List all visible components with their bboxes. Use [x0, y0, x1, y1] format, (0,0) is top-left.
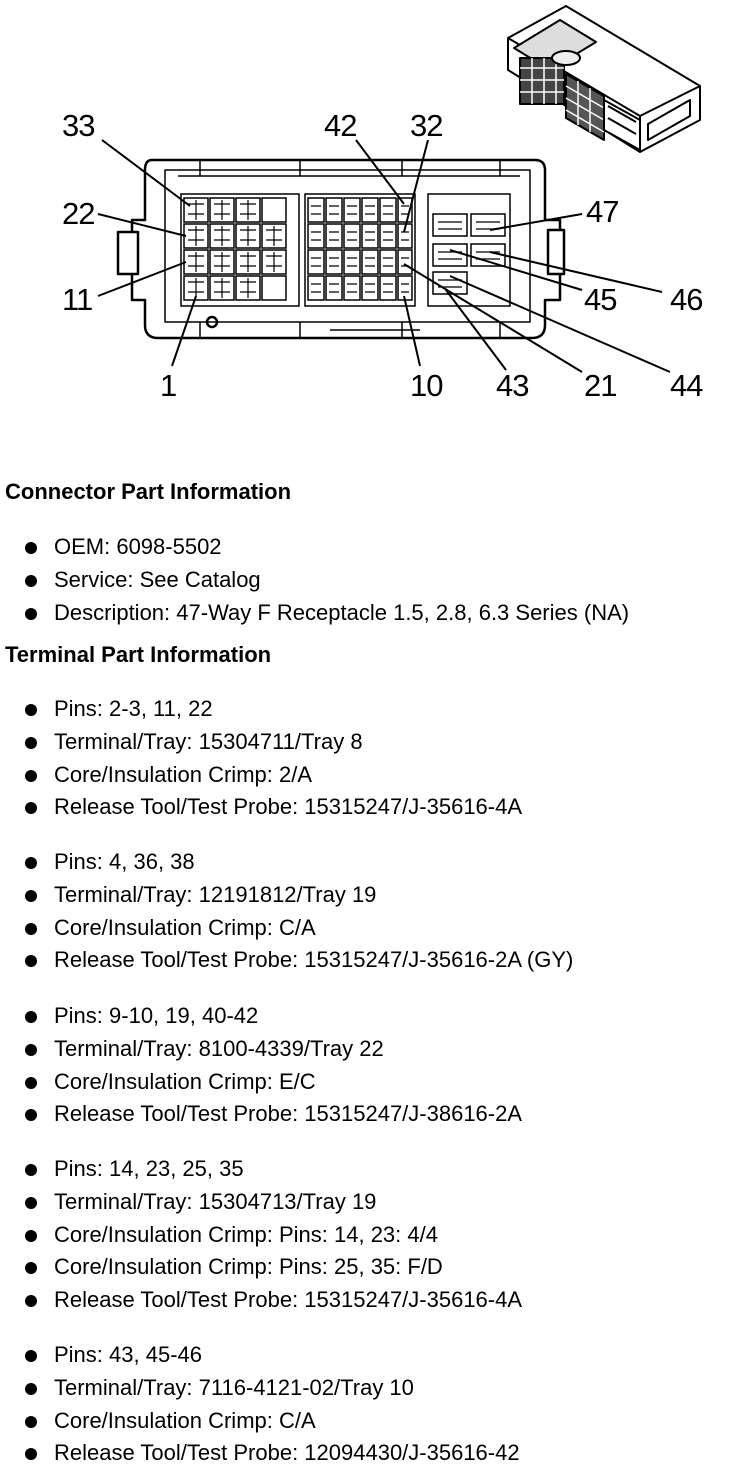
callout-45: 45: [584, 282, 617, 317]
bullet-icon: [25, 923, 37, 935]
bullet-icon: [25, 1109, 37, 1121]
list-item: Description: 47-Way F Receptacle 1.5, 2.8, 6.3 Series (NA): [0, 597, 629, 630]
bullet-icon: [25, 802, 37, 814]
list-item: Terminal/Tray: 8100-4339/Tray 22: [0, 1033, 522, 1066]
bullet-icon: [25, 704, 37, 716]
list-item: Release Tool/Test Probe: 15315247/J-35616-2A (GY): [0, 944, 573, 977]
terminal-group-5: [0, 1339, 520, 1470]
bullet-icon: [25, 890, 37, 902]
bullet-icon: [25, 1011, 37, 1023]
callout-11: 11: [62, 282, 93, 317]
list-item: Release Tool/Test Probe: 15315247/J-35616-4A: [0, 1284, 522, 1317]
connector-part-info-list: [0, 531, 629, 629]
terminal-group-2: [0, 846, 573, 977]
bullet-icon: [25, 1230, 37, 1242]
bullet-icon: [25, 1295, 37, 1307]
bullet-icon: [25, 1350, 37, 1362]
callout-10: 10: [410, 368, 443, 403]
connector-part-info-heading: Connector Part Information: [5, 479, 292, 504]
list-item: Terminal/Tray: 7116-4121-02/Tray 10: [0, 1372, 520, 1405]
bullet-icon: [25, 542, 37, 554]
terminal-part-info-heading: Terminal Part Information: [5, 642, 272, 667]
bullet-icon: [25, 737, 37, 749]
list-item: OEM: 6098-5502: [0, 531, 629, 564]
list-item: Release Tool/Test Probe: 15315247/J-38616-2A: [0, 1098, 522, 1131]
list-item: Pins: 43, 45-46: [0, 1339, 520, 1372]
list-item: Core/Insulation Crimp: Pins: 25, 35: F/D: [0, 1251, 522, 1284]
list-item: Pins: 4, 36, 38: [0, 846, 573, 879]
callout-47: 47: [586, 194, 619, 229]
callout-22: 22: [62, 196, 95, 231]
bullet-icon: [25, 770, 37, 782]
list-item: Pins: 9-10, 19, 40-42: [0, 1000, 522, 1033]
bullet-icon: [25, 1044, 37, 1056]
bullet-icon: [25, 1077, 37, 1089]
bullet-icon: [25, 857, 37, 869]
list-item: Core/Insulation Crimp: 2/A: [0, 759, 522, 792]
terminal-group-1: [0, 693, 522, 824]
callout-32: 32: [410, 108, 443, 143]
callout-44: 44: [670, 368, 703, 403]
bullet-icon: [25, 1383, 37, 1395]
pin-block-middle: [305, 194, 415, 306]
list-item: Core/Insulation Crimp: Pins: 14, 23: 4/4: [0, 1219, 522, 1252]
callout-33: 33: [62, 108, 95, 143]
bullet-icon: [25, 575, 37, 587]
list-item: Release Tool/Test Probe: 15315247/J-35616-4A: [0, 791, 522, 824]
terminal-group-4: [0, 1153, 522, 1317]
list-item: Pins: 2-3, 11, 22: [0, 693, 522, 726]
list-item: Core/Insulation Crimp: E/C: [0, 1066, 522, 1099]
bullet-icon: [25, 1416, 37, 1428]
list-item: Terminal/Tray: 12191812/Tray 19: [0, 879, 573, 912]
callout-46: 46: [670, 282, 703, 317]
pin-block-right: [428, 194, 510, 306]
list-item: Terminal/Tray: 15304713/Tray 19: [0, 1186, 522, 1219]
connector-face-diagram: [0, 0, 736, 420]
callout-42: 42: [324, 108, 357, 143]
bullet-icon: [25, 1262, 37, 1274]
bullet-icon: [25, 955, 37, 967]
callout-21: 21: [584, 368, 617, 403]
callout-1: 1: [160, 368, 177, 403]
pin-block-left: [181, 194, 299, 306]
bullet-icon: [25, 1448, 37, 1460]
list-item: Core/Insulation Crimp: C/A: [0, 1405, 520, 1438]
list-item: Service: See Catalog: [0, 564, 629, 597]
callout-43: 43: [496, 368, 529, 403]
bullet-icon: [25, 608, 37, 620]
list-item: Terminal/Tray: 15304711/Tray 8: [0, 726, 522, 759]
terminal-group-3: [0, 1000, 522, 1131]
list-item: Core/Insulation Crimp: C/A: [0, 912, 573, 945]
list-item: Pins: 14, 23, 25, 35: [0, 1153, 522, 1186]
bullet-icon: [25, 1164, 37, 1176]
list-item: Release Tool/Test Probe: 12094430/J-35616-42: [0, 1437, 520, 1470]
connector-3d-thumbnail: [508, 6, 700, 152]
bullet-icon: [25, 1197, 37, 1209]
